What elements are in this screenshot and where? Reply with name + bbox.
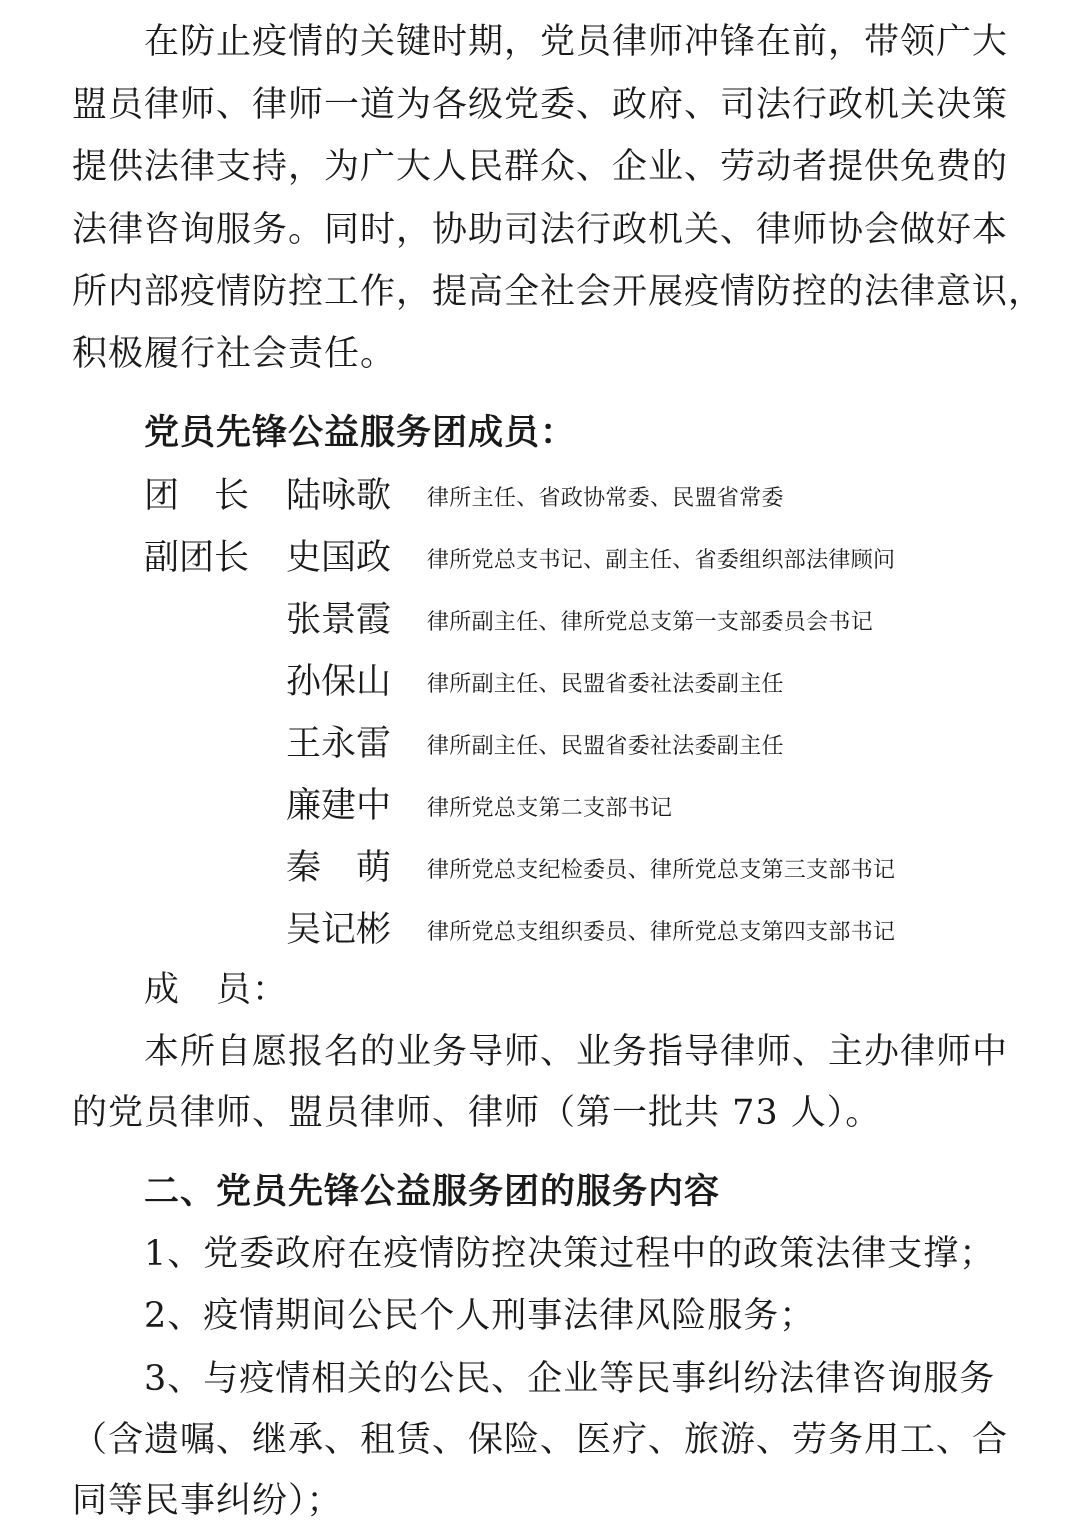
service-item: 2、疫情期间公民个人刑事法律风险服务； (144, 1296, 816, 1336)
member-name: 孙保山 (286, 662, 392, 702)
member-row (0, 845, 1080, 891)
member-name: 王永雷 (286, 724, 392, 764)
members-heading: 党员先锋公益服务团成员： (144, 413, 577, 453)
service-item-continued: （含遗嘱、继承、租赁、保险、医疗、旅游、劳务用工、合 (72, 1420, 1009, 1460)
member-name: 吴记彬 (286, 910, 392, 950)
service-item: 1、党委政府在疫情防控决策过程中的政策法律支撑； (144, 1234, 996, 1274)
member-desc: 律所党总支组织委员、律所党总支第四支部书记 (427, 920, 896, 945)
member-row (0, 721, 1080, 767)
intro-line: 提供法律支持，为广大人民群众、企业、劳动者提供免费的 (72, 147, 1009, 187)
member-row (0, 907, 1080, 953)
member-name: 秦 萌 (286, 848, 392, 888)
member-desc: 律所副主任、民盟省委社法委副主任 (427, 672, 784, 697)
member-desc: 律所党总支第二支部书记 (427, 796, 673, 821)
member-name: 廉建中 (286, 786, 392, 826)
member-desc: 律所党总支纪检委员、律所党总支第三支部书记 (427, 858, 896, 883)
members-label: 成 员： (144, 970, 289, 1010)
members-text-line: 本所自愿报名的业务导师、业务指导律师、主办律师中 (144, 1032, 1009, 1072)
member-desc: 律所党总支书记、副主任、省委组织部法律顾问 (427, 548, 896, 573)
member-name: 张景霞 (286, 600, 392, 640)
intro-line: 所内部疫情防控工作，提高全社会开展疫情防控的法律意识， (72, 272, 1045, 312)
members-text-line: 的党员律师、盟员律师、律师（第一批共 73 人）。 (72, 1093, 882, 1133)
member-row (0, 783, 1080, 829)
member-role: 团 长 (144, 476, 250, 516)
member-name: 史国政 (286, 538, 392, 578)
member-row (0, 659, 1080, 705)
member-name: 陆咏歌 (286, 476, 392, 516)
member-desc: 律所主任、省政协常委、民盟省常委 (427, 486, 784, 511)
intro-line: 在防止疫情的关键时期，党员律师冲锋在前，带领广大 (144, 22, 1009, 62)
service-item-continued: 同等民事纠纷）； (72, 1481, 343, 1521)
intro-line: 法律咨询服务。同时，协助司法行政机关、律师协会做好本 (72, 210, 1009, 250)
member-row (0, 473, 1080, 519)
intro-line: 盟员律师、律师一道为各级党委、政府、司法行政机关决策 (72, 85, 1009, 125)
service-item: 3、与疫情相关的公民、企业等民事纠纷法律咨询服务 (144, 1359, 996, 1399)
member-row (0, 597, 1080, 643)
member-desc: 律所副主任、民盟省委社法委副主任 (427, 734, 784, 759)
member-role: 副团长 (144, 538, 250, 578)
member-desc: 律所副主任、律所党总支第一支部委员会书记 (427, 610, 874, 635)
intro-line: 积极履行社会责任。 (72, 334, 397, 374)
member-row (0, 535, 1080, 581)
section-heading: 二、党员先锋公益服务团的服务内容 (144, 1172, 721, 1212)
